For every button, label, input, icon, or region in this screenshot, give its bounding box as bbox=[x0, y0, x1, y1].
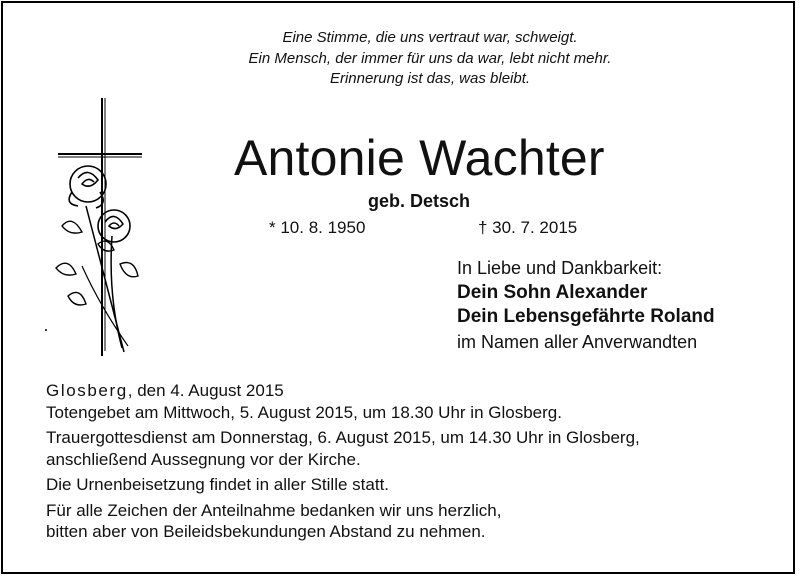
service-info-line1: Trauergottesdienst am Donnerstag, 6. August 2015, um 14.30 Uhr in Glosberg, bbox=[46, 428, 640, 447]
death-date: † 30. 7. 2015 bbox=[478, 218, 578, 237]
notice-date: , den 4. August 2015 bbox=[127, 381, 284, 400]
birth-name: geb. Detsch bbox=[368, 191, 471, 211]
place-date-line bbox=[46, 380, 640, 402]
mourners-intro: In Liebe und Dankbarkeit: bbox=[457, 258, 663, 278]
birth-date: * 10. 8. 1950 bbox=[269, 218, 366, 237]
memorial-quote bbox=[0, 28, 800, 90]
quote-line: Ein Mensch, der immer für uns da war, lebt nicht mehr. bbox=[248, 49, 612, 67]
deceased-name: Antonie Wachter bbox=[234, 130, 605, 186]
cross-with-roses-icon bbox=[42, 96, 142, 358]
thanks-line1: Für alle Zeichen der Anteilnahme bedanken wir uns herzlich, bbox=[46, 500, 502, 520]
prayer-info: Totengebet am Mittwoch, 5. August 2015, um 18.30 Uhr in Glosberg. bbox=[46, 402, 562, 422]
burial-info: Die Urnenbeisetzung findet in aller Stille statt. bbox=[46, 475, 390, 494]
funeral-details bbox=[46, 380, 640, 543]
place-name: Glosberg bbox=[46, 381, 128, 400]
mourners-block bbox=[457, 256, 715, 354]
quote-line: Erinnerung ist das, was bleibt. bbox=[329, 70, 531, 87]
mourners-relatives: im Namen aller Anverwandten bbox=[457, 331, 698, 352]
thanks-line2: bitten aber von Beileidsbekundungen Abstand zu nehmen. bbox=[46, 522, 486, 541]
service-info-line2: anschließend Aussegnung vor der Kirche. bbox=[46, 449, 361, 469]
mourner-son: Dein Sohn Alexander bbox=[457, 281, 648, 303]
mourner-partner: Dein Lebensgefährte Roland bbox=[457, 306, 715, 327]
quote-line: Eine Stimme, die uns vertraut war, schweigt. bbox=[282, 29, 578, 46]
